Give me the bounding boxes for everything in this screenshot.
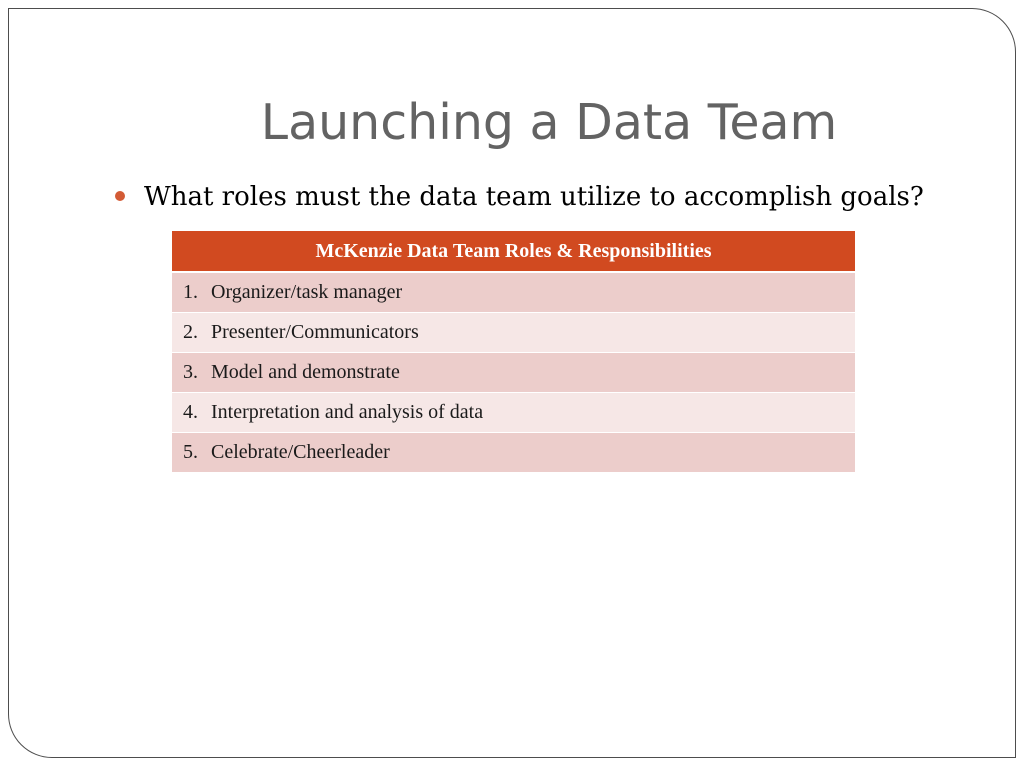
row-text: Presenter/Communicators [211,321,419,343]
row-text: Celebrate/Cheerleader [211,441,390,463]
table-row [172,273,855,313]
row-text: Model and demonstrate [211,361,400,383]
table-header: McKenzie Data Team Roles & Responsibilities [172,231,855,273]
row-text: Organizer/task manager [211,281,403,303]
roles-table [172,231,855,473]
table-row [172,313,855,353]
table-row [172,433,855,473]
table-row [172,393,855,433]
table-row [172,353,855,393]
slide-title: Launching a Data Team [260,94,838,151]
row-number: 1. [183,281,198,303]
row-number: 2. [183,321,198,343]
slide-frame [8,8,1016,758]
row-number: 3. [183,361,198,383]
row-number: 4. [183,401,198,423]
row-number: 5. [183,441,198,463]
bullet-text: What roles must the data team utilize to accomplish goals? [144,182,924,212]
bullet-dot-icon [115,191,125,201]
row-text: Interpretation and analysis of data [211,401,484,423]
